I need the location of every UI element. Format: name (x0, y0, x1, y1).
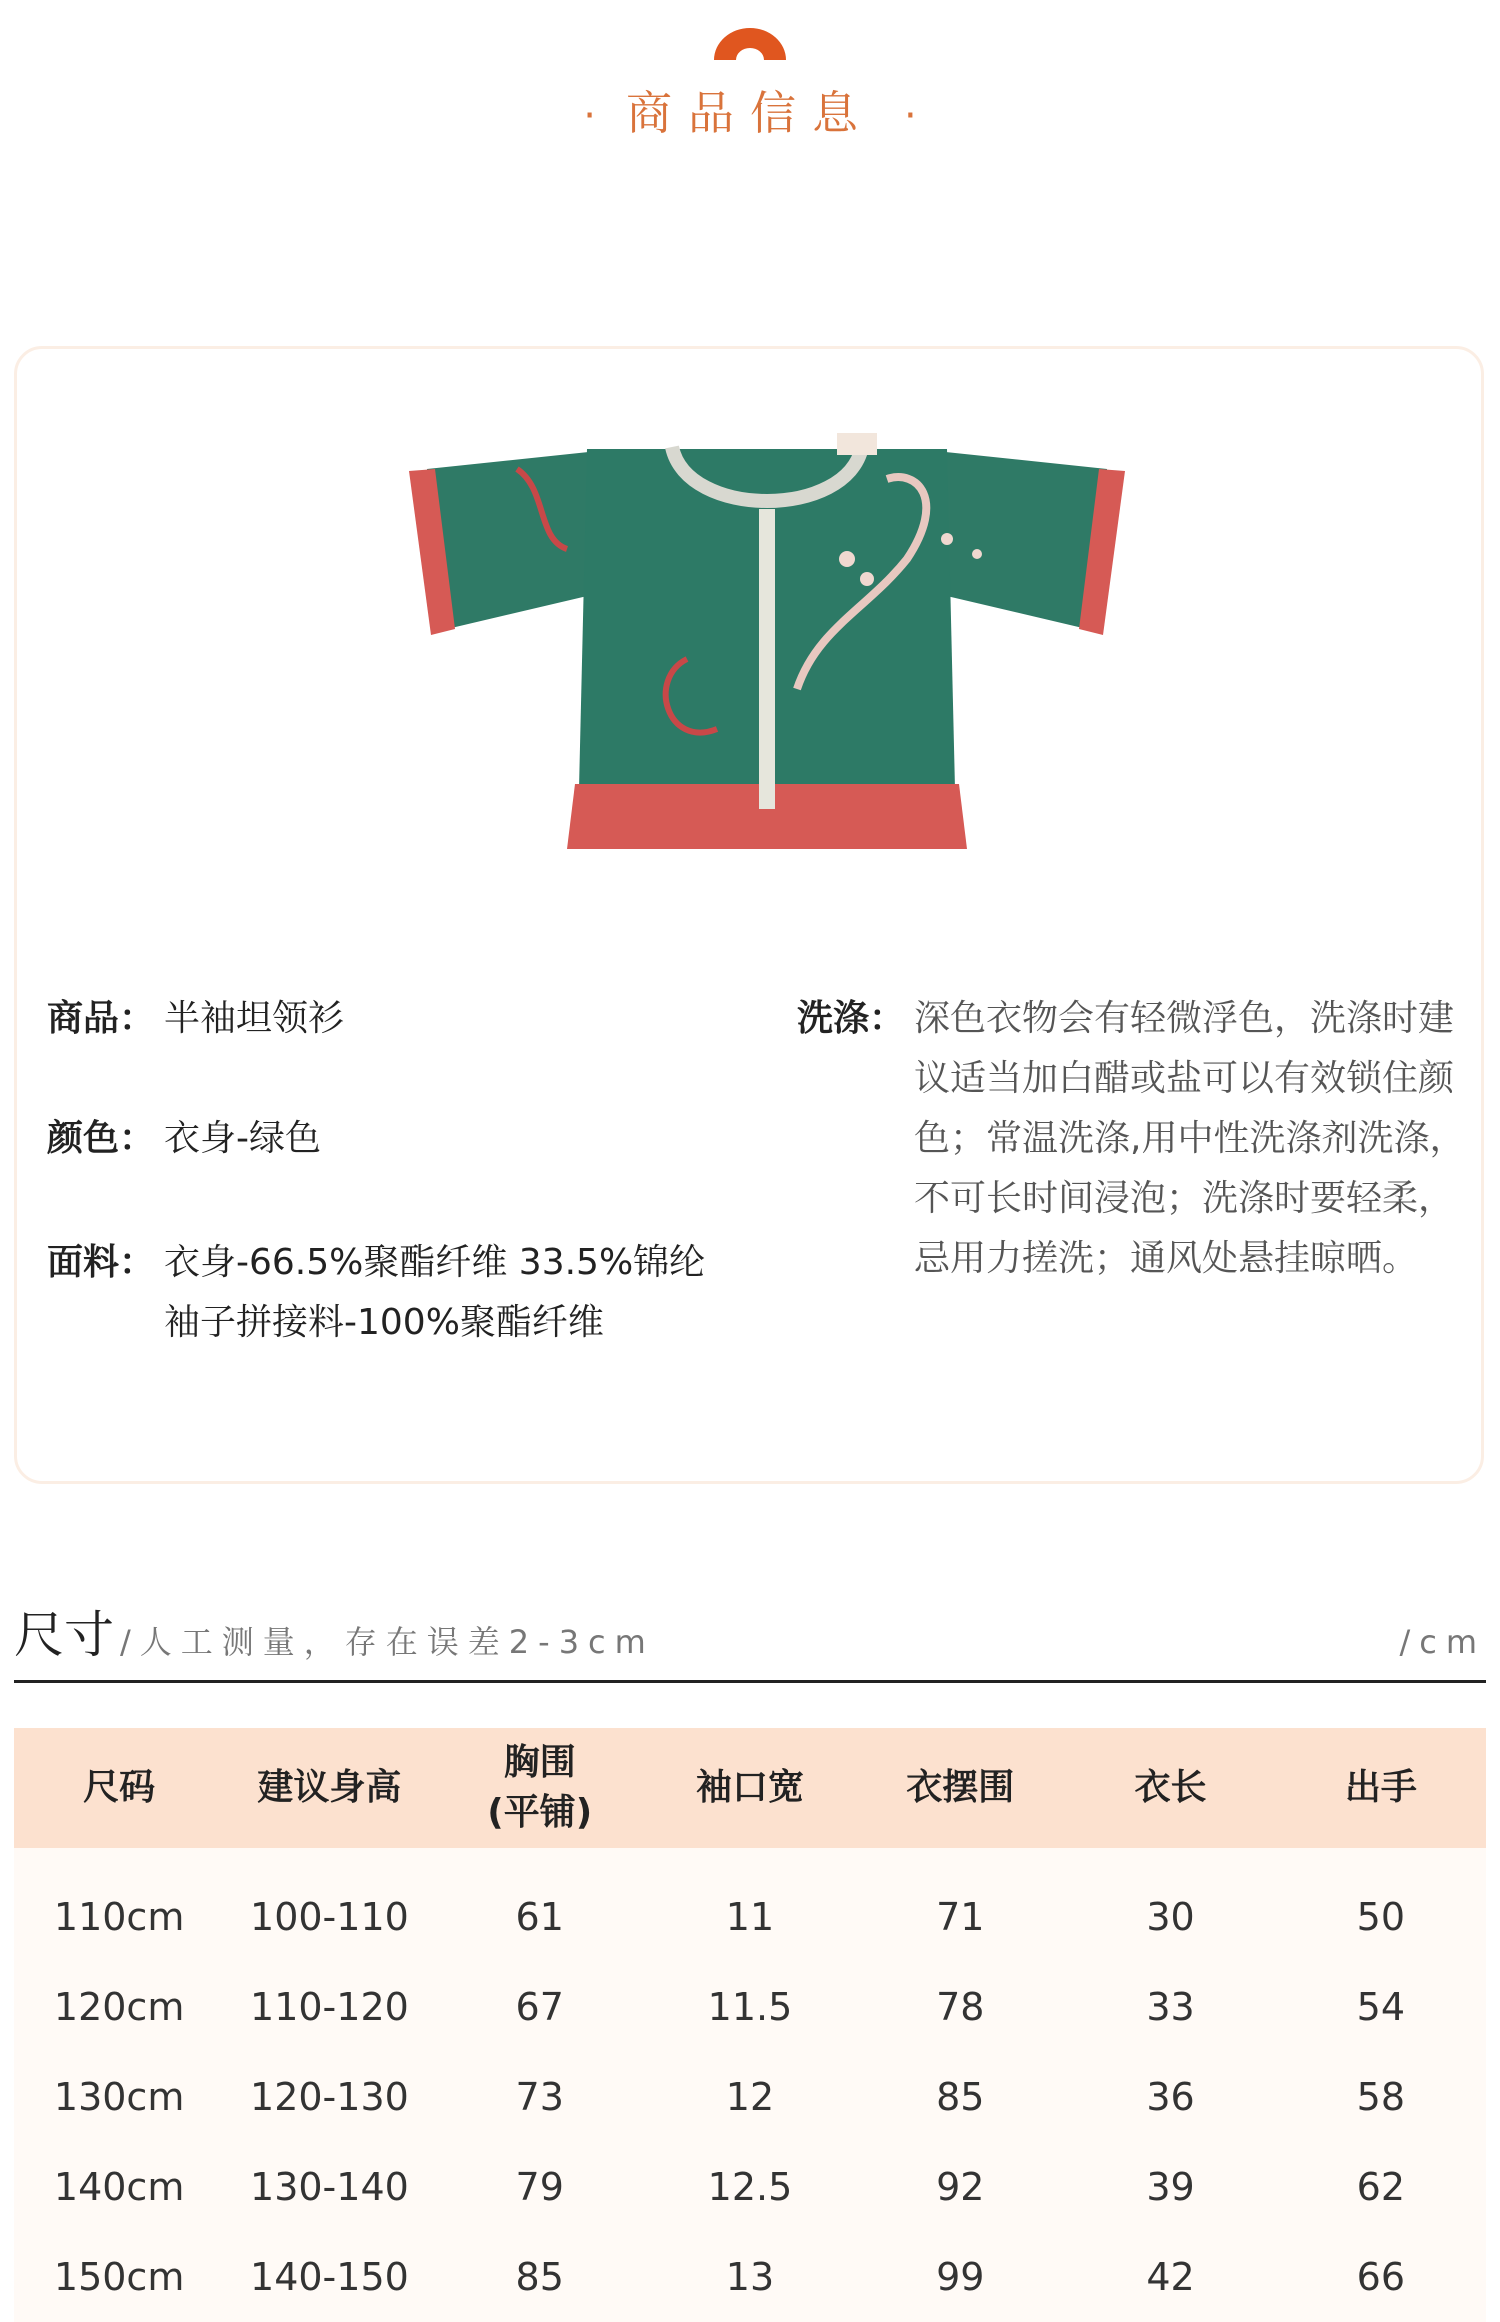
table-row (14, 2052, 1486, 2142)
table-cell: 11 (645, 1848, 855, 1962)
table-cell: 100-110 (224, 1848, 434, 1962)
table-cell: 99 (855, 2232, 1065, 2322)
table-cell: 54 (1276, 1962, 1486, 2052)
title-dot-right: · (904, 93, 917, 139)
table-cell: 110-120 (224, 1962, 434, 2052)
fan-icon (710, 24, 790, 64)
column-header: 尺码 (14, 1728, 224, 1848)
table-cell: 66 (1276, 2232, 1486, 2322)
column-header (435, 1728, 645, 1848)
table-row (14, 2142, 1486, 2232)
column-header-text: 胸围 (平铺) (487, 1742, 593, 1833)
column-header: 建议身高 (224, 1728, 434, 1848)
table-cell: 67 (435, 1962, 645, 2052)
table-row (14, 2232, 1486, 2322)
column-header: 衣摆围 (855, 1728, 1065, 1848)
table-cell: 42 (1065, 2232, 1275, 2322)
size-divider (14, 1680, 1486, 1683)
product-name-value: 半袖坦领衫 (164, 998, 345, 1039)
table-cell: 58 (1276, 2052, 1486, 2142)
table-cell: 130cm (14, 2052, 224, 2142)
size-table (14, 1728, 1486, 2322)
table-cell: 85 (855, 2052, 1065, 2142)
product-color-field (47, 1109, 707, 1169)
table-cell: 150cm (14, 2232, 224, 2322)
table-cell: 33 (1065, 1962, 1275, 2052)
table-cell: 39 (1065, 2142, 1275, 2232)
table-cell: 36 (1065, 2052, 1275, 2142)
section-title (0, 78, 1500, 151)
table-cell: 30 (1065, 1848, 1275, 1962)
table-cell: 71 (855, 1848, 1065, 1962)
table-row (14, 1962, 1486, 2052)
table-cell: 120cm (14, 1962, 224, 2052)
section-title-text: 商品信息 (626, 86, 874, 140)
table-cell: 73 (435, 2052, 645, 2142)
garment-image (387, 429, 1147, 849)
table-cell: 61 (435, 1848, 645, 1962)
size-unit: /cm (1399, 1623, 1486, 1661)
product-fabric-label: 面料： (47, 1242, 156, 1283)
product-info-card (14, 346, 1484, 1484)
product-name-field (47, 989, 707, 1049)
table-cell: 79 (435, 2142, 645, 2232)
product-fabric-field (47, 1233, 727, 1413)
size-title: 尺寸 (14, 1606, 114, 1664)
table-cell: 140-150 (224, 2232, 434, 2322)
table-cell: 110cm (14, 1848, 224, 1962)
table-cell: 62 (1276, 2142, 1486, 2232)
table-cell: 130-140 (224, 2142, 434, 2232)
table-cell: 50 (1276, 1848, 1486, 1962)
table-cell: 12 (645, 2052, 855, 2142)
table-cell: 92 (855, 2142, 1065, 2232)
table-cell: 120-130 (224, 2052, 434, 2142)
table-cell: 13 (645, 2232, 855, 2322)
size-table-header-row (14, 1728, 1486, 1848)
product-wash-field (797, 989, 1477, 1289)
product-name-label: 商品： (47, 998, 156, 1039)
table-cell: 78 (855, 1962, 1065, 2052)
product-color-value: 衣身-绿色 (164, 1118, 321, 1159)
size-header (14, 1600, 1486, 1678)
column-header: 袖口宽 (645, 1728, 855, 1848)
product-fabric-value: 衣身-66.5%聚酯纤维 33.5%锦纶 袖子拼接料-100%聚酯纤维 (164, 1242, 706, 1343)
column-header: 出手 (1276, 1728, 1486, 1848)
table-cell: 11.5 (645, 1962, 855, 2052)
size-note: /人工测量，存在误差2-3cm (120, 1623, 655, 1661)
table-cell: 140cm (14, 2142, 224, 2232)
title-dot-left: · (583, 93, 596, 139)
product-color-label: 颜色： (47, 1118, 156, 1159)
table-cell: 85 (435, 2232, 645, 2322)
column-header: 衣长 (1065, 1728, 1275, 1848)
table-cell: 12.5 (645, 2142, 855, 2232)
product-wash-label: 洗涤： (797, 998, 906, 1039)
product-wash-value: 深色衣物会有轻微浮色，洗涤时建议适当加白醋或盐可以有效锁住颜色；常温洗涤,用中性洗涤剂洗涤，不可长时间浸泡；洗涤时要轻柔，忌用力搓洗；通风处悬挂晾晒。 (914, 998, 1466, 1279)
table-row (14, 1848, 1486, 1962)
